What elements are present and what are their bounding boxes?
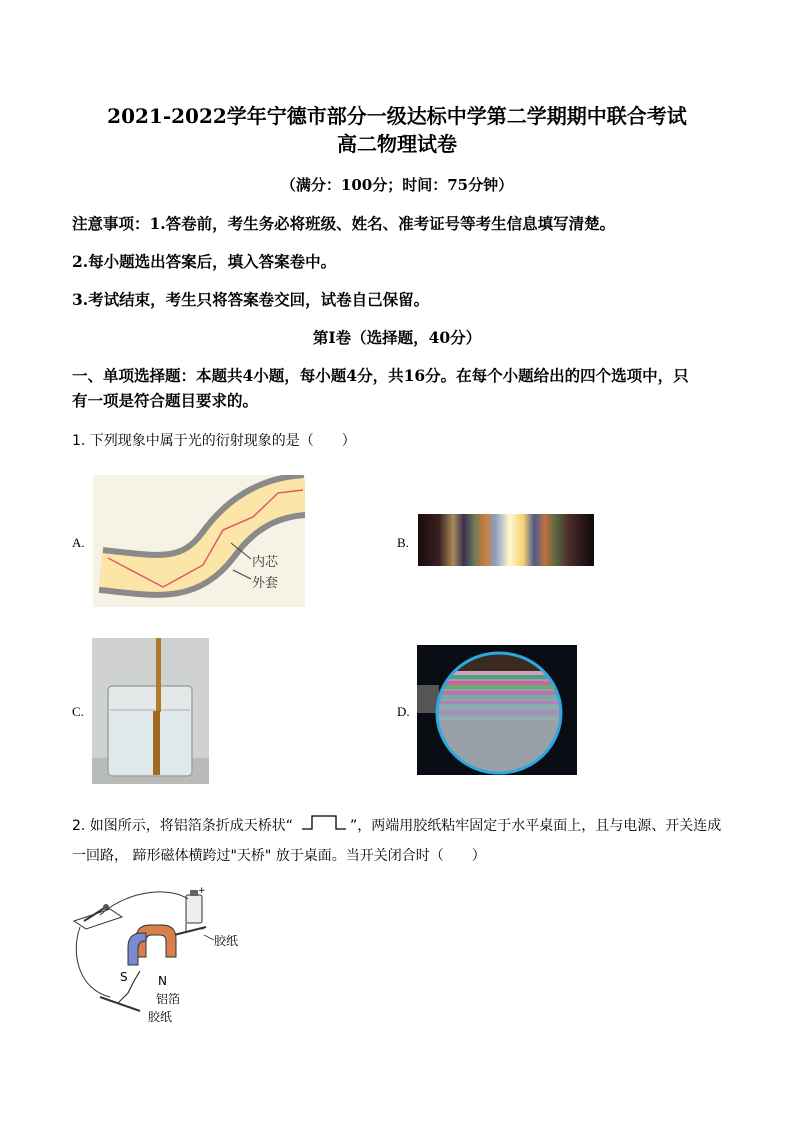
optical-fiber-figure: [93, 475, 305, 607]
top-tape-label: 胶纸: [214, 934, 239, 948]
thin-film-interference-figure: [417, 645, 577, 775]
question-2-stem-part-a: 2. 如图所示，将铝箔条折成天桥状“: [72, 818, 294, 834]
section-instructions-1: 一、单项选择题：本题共4小题，每小题4分，共16分。在每个小题给出的四个选项中，只: [72, 366, 689, 385]
note-line-3: 3.考试结束，考生只将答案卷交回，试卷自己保留。: [72, 290, 430, 309]
note-line-2: 2.每小题选出答案后，填入答案卷中。: [72, 252, 337, 271]
exam-title: 2021-2022学年宁德市部分一级达标中学第二学期期中联合考试: [107, 104, 687, 128]
option-a-label: A.: [72, 535, 85, 550]
battery-plus-label: +: [198, 886, 206, 896]
bottom-tape-label: 胶纸: [148, 1010, 173, 1024]
magnet-foil-circuit-figure: [70, 885, 260, 1025]
section-instructions-2: 有一项是符合题目要求的。: [72, 391, 259, 410]
option-b-label: B.: [397, 535, 409, 550]
note-line-1: 注意事项：1.答卷前，考生务必将班级、姓名、准考证号等考生信息填写清楚。: [72, 214, 616, 233]
question-2-stem-part-b: ”，两端用胶纸粘牢固定于水平桌面上，且与电源、开关连成: [350, 818, 722, 834]
diffraction-fringes-figure: [418, 514, 594, 566]
score-info: （满分：100分；时间：75分钟）: [280, 176, 514, 194]
question-2-stem-line-2: 一回路， 蹄形磁体横跨过"天桥" 放于桌面。当开关闭合时（ ）: [72, 848, 486, 864]
battery-minus-label: −: [196, 924, 205, 935]
south-pole-label: S: [120, 970, 128, 984]
option-c-label: C.: [72, 704, 84, 719]
fiber-cladding-label: 外套: [252, 576, 279, 591]
glass-with-rod-figure: [92, 638, 209, 784]
option-d-label: D.: [397, 704, 410, 719]
question-1-stem: 1. 下列现象中属于光的衍射现象的是（ ）: [72, 433, 356, 449]
section-title: 第Ⅰ卷（选择题，40分）: [312, 328, 482, 347]
foil-label: 铝箔: [156, 992, 181, 1006]
bridge-shape-icon: [300, 813, 348, 831]
north-pole-label: N: [158, 974, 167, 988]
fiber-core-label: 内芯: [252, 555, 279, 570]
exam-subtitle: 高二物理试卷: [337, 132, 457, 156]
